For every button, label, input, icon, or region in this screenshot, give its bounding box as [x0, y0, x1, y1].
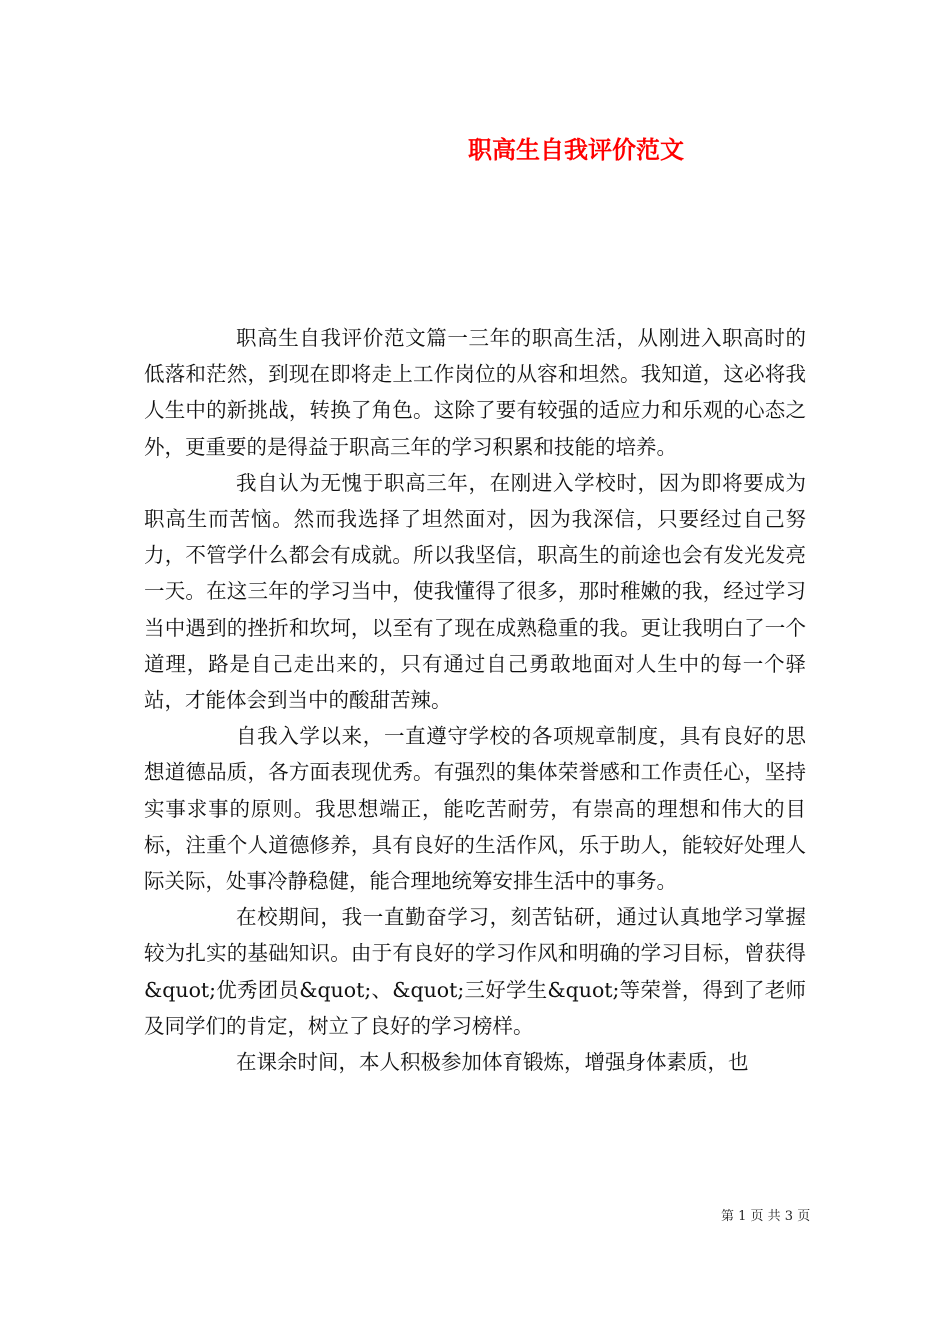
paragraph-2: 我自认为无愧于职高三年，在刚进入学校时，因为即将要成为职高生而苦恼。然而我选择了坦然面对，因为我深信，只要经过自己努力，不管学什么都会有成就。所以我坚信，职高生的前途也会有发光发亮一天。在这三年的学习当中，使我懂得了很多，那时稚嫩的我，经过学习当中遇到的挫折和坎坷，以至有了现在成熟稳重的我。更让我明白了一个道理，路是自己走出来的，只有通过自己勇敢地面对人生中的每一个驿站，才能体会到当中的酸甜苦辣。: [144, 470, 806, 713]
page-number-footer: 第 1 页 共 3 页: [721, 1209, 811, 1224]
paragraph-4: 在校期间，我一直勤奋学习，刻苦钻研，通过认真地学习掌握较为扎实的基础知识。由于有良好的学习作风和明确的学习目标，曾获得&quot;优秀团员&quot;、&quot;三好学生&quot;等荣誉，得到了老师及同学们的肯定，树立了良好的学习榜样。: [144, 905, 806, 1038]
document-title: 职高生自我评价范文: [468, 135, 684, 164]
paragraph-3: 自我入学以来，一直遵守学校的各项规章制度，具有良好的思想道德品质，各方面表现优秀。有强烈的集体荣誉感和工作责任心，坚持实事求事的原则。我思想端正，能吃苦耐劳，有崇高的理想和伟大的目标，注重个人道德修养，具有良好的生活作风，乐于助人，能较好处理人际关际，处事冷静稳健，能合理地统筹安排生活中的事务。: [144, 724, 806, 894]
paragraph-1: 职高生自我评价范文篇一三年的职高生活，从刚进入职高时的低落和茫然，到现在即将走上工作岗位的从容和坦然。我知道，这必将我人生中的新挑战，转换了角色。这除了要有较强的适应力和乐观的心态之外，更重要的是得益于职高三年的学习积累和技能的培养。: [144, 326, 806, 459]
paragraph-5: 在课余时间，本人积极参加体育锻炼，增强身体素质，也: [236, 1050, 749, 1075]
document-body: [144, 320, 806, 1080]
